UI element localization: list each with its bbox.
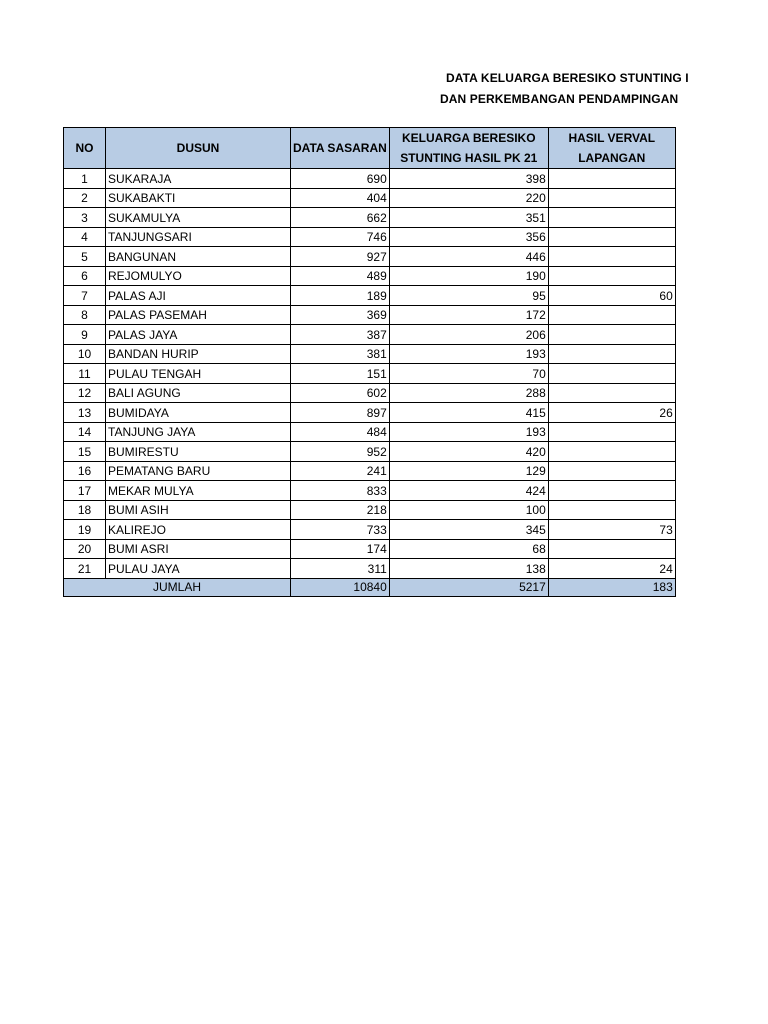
table-row [64, 286, 676, 306]
row-verval-cell: 24 [548, 559, 675, 579]
row-dusun-cell: PALAS JAYA [106, 325, 291, 345]
table-row [64, 364, 676, 384]
row-dusun-cell: SUKABAKTI [106, 188, 291, 208]
row-dusun-cell: BUMI ASIH [106, 500, 291, 520]
row-dusun-cell: MEKAR MULYA [106, 481, 291, 501]
row-dusun-cell: BUMIDAYA [106, 403, 291, 423]
row-no-cell: 8 [64, 305, 106, 325]
table-row [64, 227, 676, 247]
row-sasaran-cell: 404 [291, 188, 390, 208]
row-sasaran-cell: 602 [291, 383, 390, 403]
table-row [64, 266, 676, 286]
total-beresiko: 5217 [389, 578, 548, 596]
header-hasil-verval: HASIL VERVAL LAPANGAN [548, 128, 675, 169]
table-total-row [64, 578, 676, 596]
row-no-cell: 5 [64, 247, 106, 267]
table-row [64, 188, 676, 208]
row-beresiko-cell: 172 [389, 305, 548, 325]
row-dusun-cell: BUMIRESTU [106, 442, 291, 462]
row-no-cell: 17 [64, 481, 106, 501]
row-no-cell: 12 [64, 383, 106, 403]
row-beresiko-cell: 420 [389, 442, 548, 462]
row-verval-cell [548, 539, 675, 559]
row-beresiko-cell: 415 [389, 403, 548, 423]
row-verval-cell [548, 461, 675, 481]
row-no-cell: 1 [64, 169, 106, 189]
row-no-cell: 9 [64, 325, 106, 345]
row-no-cell: 3 [64, 208, 106, 228]
row-beresiko-cell: 138 [389, 559, 548, 579]
row-verval-cell: 73 [548, 520, 675, 540]
table-row [64, 383, 676, 403]
row-beresiko-cell: 68 [389, 539, 548, 559]
row-beresiko-cell: 356 [389, 227, 548, 247]
row-dusun-cell: PALAS PASEMAH [106, 305, 291, 325]
row-verval-cell [548, 325, 675, 345]
row-sasaran-cell: 381 [291, 344, 390, 364]
table-row [64, 539, 676, 559]
table-row [64, 208, 676, 228]
total-label: JUMLAH [64, 578, 291, 596]
row-no-cell: 13 [64, 403, 106, 423]
row-verval-cell [548, 227, 675, 247]
row-verval-cell [548, 188, 675, 208]
row-dusun-cell: KALIREJO [106, 520, 291, 540]
row-sasaran-cell: 833 [291, 481, 390, 501]
row-sasaran-cell: 927 [291, 247, 390, 267]
header-keluarga-beresiko: KELUARGA BERESIKO STUNTING HASIL PK 21 [389, 128, 548, 169]
header-no: NO [64, 128, 106, 169]
table-body [64, 169, 676, 579]
row-dusun-cell: PULAU JAYA [106, 559, 291, 579]
row-no-cell: 14 [64, 422, 106, 442]
row-sasaran-cell: 746 [291, 227, 390, 247]
row-beresiko-cell: 100 [389, 500, 548, 520]
row-beresiko-cell: 398 [389, 169, 548, 189]
row-verval-cell [548, 442, 675, 462]
row-sasaran-cell: 952 [291, 442, 390, 462]
row-dusun-cell: BANDAN HURIP [106, 344, 291, 364]
row-dusun-cell: REJOMULYO [106, 266, 291, 286]
row-no-cell: 16 [64, 461, 106, 481]
row-beresiko-cell: 288 [389, 383, 548, 403]
row-no-cell: 21 [64, 559, 106, 579]
row-dusun-cell: SUKARAJA [106, 169, 291, 189]
row-no-cell: 4 [64, 227, 106, 247]
row-dusun-cell: TANJUNG JAYA [106, 422, 291, 442]
row-verval-cell [548, 344, 675, 364]
header-data-sasaran: DATA SASARAN [291, 128, 390, 169]
row-beresiko-cell: 193 [389, 422, 548, 442]
row-sasaran-cell: 662 [291, 208, 390, 228]
row-sasaran-cell: 690 [291, 169, 390, 189]
row-beresiko-cell: 446 [389, 247, 548, 267]
row-verval-cell [548, 422, 675, 442]
row-verval-cell: 26 [548, 403, 675, 423]
row-no-cell: 2 [64, 188, 106, 208]
row-verval-cell [548, 169, 675, 189]
row-verval-cell [548, 208, 675, 228]
row-beresiko-cell: 190 [389, 266, 548, 286]
total-sasaran: 10840 [291, 578, 390, 596]
table-row [64, 403, 676, 423]
row-sasaran-cell: 311 [291, 559, 390, 579]
row-no-cell: 10 [64, 344, 106, 364]
row-verval-cell [548, 266, 675, 286]
row-beresiko-cell: 193 [389, 344, 548, 364]
row-sasaran-cell: 387 [291, 325, 390, 345]
table-row [64, 305, 676, 325]
row-dusun-cell: SUKAMULYA [106, 208, 291, 228]
row-dusun-cell: PEMATANG BARU [106, 461, 291, 481]
row-no-cell: 19 [64, 520, 106, 540]
row-no-cell: 15 [64, 442, 106, 462]
row-sasaran-cell: 189 [291, 286, 390, 306]
row-verval-cell [548, 481, 675, 501]
row-sasaran-cell: 151 [291, 364, 390, 384]
table-row [64, 442, 676, 462]
table-row [64, 500, 676, 520]
row-no-cell: 7 [64, 286, 106, 306]
document-title-line-1: DATA KELUARGA BERESIKO STUNTING I [446, 71, 689, 85]
row-verval-cell [548, 247, 675, 267]
row-verval-cell [548, 305, 675, 325]
table-row [64, 520, 676, 540]
row-verval-cell [548, 500, 675, 520]
row-dusun-cell: TANJUNGSARI [106, 227, 291, 247]
row-sasaran-cell: 489 [291, 266, 390, 286]
row-sasaran-cell: 484 [291, 422, 390, 442]
row-dusun-cell: PULAU TENGAH [106, 364, 291, 384]
table-row [64, 247, 676, 267]
row-beresiko-cell: 95 [389, 286, 548, 306]
table-header-row [64, 128, 676, 169]
row-dusun-cell: BANGUNAN [106, 247, 291, 267]
row-beresiko-cell: 351 [389, 208, 548, 228]
row-beresiko-cell: 206 [389, 325, 548, 345]
table-row [64, 461, 676, 481]
total-verval: 183 [548, 578, 675, 596]
row-verval-cell [548, 364, 675, 384]
row-no-cell: 20 [64, 539, 106, 559]
table-row [64, 325, 676, 345]
row-beresiko-cell: 70 [389, 364, 548, 384]
table-row [64, 344, 676, 364]
row-sasaran-cell: 733 [291, 520, 390, 540]
row-beresiko-cell: 424 [389, 481, 548, 501]
row-dusun-cell: BUMI ASRI [106, 539, 291, 559]
table-row [64, 422, 676, 442]
row-beresiko-cell: 220 [389, 188, 548, 208]
row-sasaran-cell: 174 [291, 539, 390, 559]
row-sasaran-cell: 218 [291, 500, 390, 520]
row-beresiko-cell: 129 [389, 461, 548, 481]
row-no-cell: 6 [64, 266, 106, 286]
row-dusun-cell: BALI AGUNG [106, 383, 291, 403]
row-beresiko-cell: 345 [389, 520, 548, 540]
row-sasaran-cell: 369 [291, 305, 390, 325]
table-row [64, 169, 676, 189]
row-sasaran-cell: 241 [291, 461, 390, 481]
row-sasaran-cell: 897 [291, 403, 390, 423]
row-dusun-cell: PALAS AJI [106, 286, 291, 306]
table-row [64, 559, 676, 579]
row-no-cell: 11 [64, 364, 106, 384]
row-no-cell: 18 [64, 500, 106, 520]
row-verval-cell: 60 [548, 286, 675, 306]
document-title-line-2: DAN PERKEMBANGAN PENDAMPINGAN [440, 92, 679, 106]
header-dusun: DUSUN [106, 128, 291, 169]
table-row [64, 481, 676, 501]
stunting-data-table [63, 127, 676, 597]
row-verval-cell [548, 383, 675, 403]
